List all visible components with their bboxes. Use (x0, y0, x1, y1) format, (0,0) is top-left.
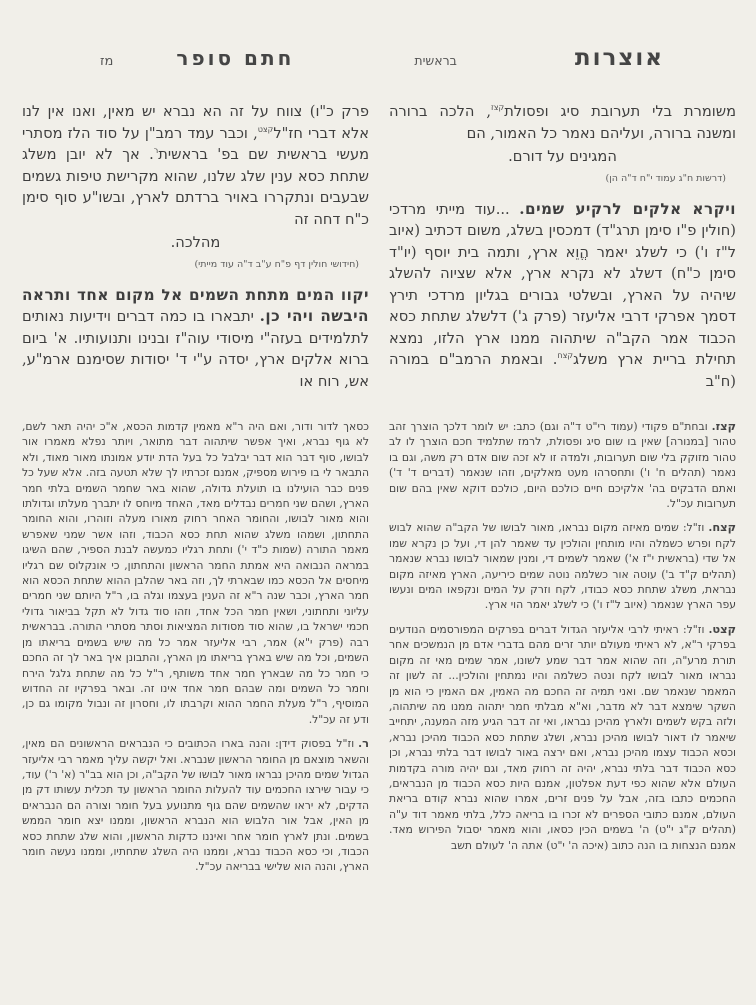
footnotes-section (22, 419, 736, 884)
page-header (22, 44, 736, 71)
footnote-text: ובחת"ם פקודי (עמוד רי"ט ד"ה וגם) כתב: יש לומר דלכך הוצרך זהב טהור [במנורה] שאין בו שום סיג ופסולת, לרמז שתלמיד חכם הוצרך לו לב טהור מזוקק בלי שום תערובות, ולמדה זו לא זכה שום אדם רק משה, וגם בו נאמר (תהלים ח' ו') ותחסרהו מעט מאלקים, וזהו שנאמר (דברים ד' ד') ואתם הדבקים בה' אלקיכם חיים כולכם היום, כולכם דוקא שאין בהם שום תערובות עכ"ל. (389, 420, 736, 511)
parsha-label: בראשית (414, 53, 457, 68)
paragraph-text: , הלכה ברורה ומשנה ברורה, ועליהם נאמר כל האמור, הם (389, 103, 736, 142)
main-text-section (22, 101, 736, 397)
paragraph-opening-verse: יקוו המים מתחת השמים אל מקום אחד ותראה היבשה ויהי כן. (22, 285, 369, 325)
footnote-reference: קצט (257, 124, 274, 134)
footnote-reference: קצח (557, 351, 574, 360)
footnote (389, 419, 736, 511)
footnote-marker: קצח. (708, 520, 736, 535)
footnote (389, 520, 736, 612)
footnote-reference: קצז (491, 103, 505, 112)
footnotes-right-column (389, 419, 736, 884)
paragraph-text: . ובאמת הרמב"ם במורה (ח"ב (389, 351, 736, 390)
footnote-marker: ר. (358, 736, 369, 751)
footnote (389, 622, 736, 853)
main-left-column (22, 101, 369, 397)
main-right-column (389, 101, 736, 397)
paragraph-continuation (389, 101, 736, 144)
paragraph-text: ...עוד מייתי מרדכי (חולין פ"ו סימן תרג"ד) דמכסין בשלג, משום דכתיב (איוב ל"ז ו') כי לשלג יאמר הֱוֵא ארץ, ותמה בית יוסף (יו"ד סימן כ"ח) דשלג לא נקרא ארץ, אלא שציוה להשלג שיהיה על הארץ, ובשלטי גבורים בגליון מרדכי תירץ דסמך אפרקי דרבי אליעזר (פרק ג') דלשלג שתחת כסא הכבוד אמר הקב"ה שיתהוה ממנו ארץ הלזו, נמצא תחילת בריית ארץ משלג (389, 200, 736, 368)
paragraph-opening-verse: ויקרא אלקים לרקיע שמים. (519, 199, 736, 218)
paragraph-last-line: המגינים על דורם. (508, 148, 617, 165)
source-citation: (דרשות ח"ג עמוד י"ח ד"ה הן) (605, 172, 726, 184)
footnote-reference: ר (153, 146, 159, 155)
paragraph-vayikra (389, 199, 736, 393)
source-citation: (חידושי חולין דף פ"ח ע"ב ד"ה עוד מייתי) (194, 258, 359, 270)
paragraph-last-line: מהלכה. (170, 234, 221, 251)
paragraph-text: משומרת בלי תערובת סיג ופסולת (504, 103, 736, 120)
book-title: חתם סופר (176, 46, 295, 70)
footnote-text: וז"ל בפסוק דידן: והנה בארו הכתובים כי הנבראים הראשונים הם מאין, והשאר מוצאם מן החומר הראשון שנברא. ואל יקשה עליך מאמר רבי אליעזר הגדול שמים מהיכן נבראו מאור לבושו של הקב"ה, וכן הוא בב"ר (א' ר') עוד, כי עבור שירצו החכמים עוד להעלות החומר הראשון עד תכלית עשותו דק מן הדקים, לא יראו שהשמים שהם גוף מתנועע בעל חומר וצורה הם הנבראים מן האין, אבל אור הלבוש הוא הנברא הראשון, וממנו יצא חומר הממש בשמים. ונתן לארץ חומר אחר ואיננו כדקות הראשון, והוא שלג שתחת כסא הכבוד, וכי כסא הכבוד נברא, וממנו היה השלג שתחתיו, וממנו נעשה חומר הארץ, והנה הוא שלישי בבריאה עכ"ל. (22, 737, 369, 874)
paragraph-yikavu (22, 285, 369, 393)
paragraph-text: . אך לא יובן משלג שתחת כסא ענין שלג שלנו, שהוא מקרישת טיפות גשמים שבעבים ונתקררו באויר ברדתם לארץ, ובשו"ע סוף סימן כ"ח דחה זה (22, 146, 369, 228)
page-number: מז (100, 54, 114, 69)
paragraph-text: , וכבר עמד רמב"ן על סוד הלז מסתרי מעשי בראשית שם בפ' בראשית (22, 124, 369, 163)
paragraph-text: יתבארו בו כמה דברים וידיעות נאותים לתלמידים בעזה"י מיסודי עוה"ז ובנינו ותנועותיו. א' ביום ברוא אלקים ארץ, יסדה ע"י ד' יסודות שסימנם ארמ"ע, אש, רוח או (22, 308, 369, 390)
footnotes-left-column (22, 419, 369, 884)
footnote (22, 736, 369, 875)
footnote-text: וז"ל: שמים מאיזה מקום נבראו, מאור לבושו של הקב"ה שהוא לבוש לקח ופרש כשמלה והיו מותחין והולכין עד שאמר להן די, ועל כן נקרא שמו אל שדי (בראשית י"ז א') שאמר לשמים די, ומנין שמאור לבושו נברא שנאמר (תהלים ק"ד ב') עוטה אור כשלמה נוטה שמים כיריעה, הארץ מאיזה מקום נבראת, משלג שתחת כסא כבודו, לקח וזרק על המים ונקפאו המים ונעשו עפר הארץ שנאמר (איוב ל"ז ו') כי לשלג יאמר הוי ארץ. (389, 521, 736, 612)
footnote-text: וז"ל: ראיתי לרבי אליעזר הגדול דברים בפרקים המפורסמים הנודעים בפרקי ר"א, לא ראיתי מעולם יותר זרים מהם בדברי אדם מן הנמשכים אחר תורת מרע"ה, וזה שהוא אמר דבר שמע לשונו, אמר שמים מאי זה מקום נבראו מאור לבושו לקח ונטה כשלמה והיו נמתחין והולכין... זה לשון זה המאמר שנאמר שם. ואני תמיה זה החכם מה האמין, אם האמין כי הוא מן השקר שימצא דבר לא מדבר, וא"א מבלתי חמר יתהוה ממנו מה שיתהוה, ולזה בקש לשמים ולארץ מהיכן נבראו, ואי זה דבר הגיע מזה המענה, יתחייב שיאמר לו דאור לבושו מהיכן נברא, ושלג שתחת כסא הכבוד מהיכן נברא, וכסא הכבוד עצמו מהיכן נברא, ואם ירצה באור לבושו דבר בלתי נברא, וכן כסא הכבוד דבר בלתי נברא, יהיה זה רחוק מאד, וגם יהיה מורה בקדמות העולם אלא שהוא כפי דעת אפלטון, אמנם היות כסא הכבוד מן הנבראים, החכמים כתבו בזה, אבל על פנים זרים, אמרו שהוא נברא קודם בריאת העולם, אמנם כתובי הספרים לא זכרו בו בריאה כלל, בלתי מאמר דוד ע"ה (תהלים ק"ג י"ט) ה' בשמים הכין כסאו, והוא מאמר יסבול הפירוש מאד. אמנם הנצחות בו הנה כתוב (איכה ה' י"ט) אתה ה' לעולם תשב (389, 622, 736, 852)
footnote-marker: קצז. (711, 419, 736, 433)
paragraph-continuation (22, 101, 369, 230)
footnote-continuation (22, 419, 369, 727)
footnote-text: כסאך לדור ודור, ואם היה ר"א מאמין קדמות הכסא, א"כ יהיה תאר לשם, לא גוף נברא, ואיך אפשר שיתהוה דבר מתואר, ויותר נפלא מאמרו אור לבושו, סוף דבר הוא דבר יבלבל כל בעל הדת יודע אמונתו מאור מאוד, ולא התבאר לי בו פירוש מספיק, אמנם זכרתיו לך שלא תטעה בזה. אלא שעל כל פנים כבר הועילנו בו תועלת גדולה, שהוא באר שחמר השמים בלתי חמר הארץ, ושהם שני חמרים נבדלים מאד, האחד מיוחס לו יתברך מעלתו וגדולתו והוא מאור לבושו, והחומר האחר רחוק מאורו מעלה וזוהרו, והוא החומר התחתון, ושמהו משלג שהוא תחת כסא הכבוד, וזהו אשר שמני שאפרש מאמר התורה (שמות כ"ד י') ותחת רגליו כמעשה לבנת הספיר, שהם השיגו במראה הנבואה היא אמתת החמר הראשון והתחתון, כי אונקלוס שם רגליו מיחסים אל הכסא כמו שבארתי לך, וזה באר שהלבן ההוא שתחת הכסא הוא חמר הארץ, וכבר שנה ר"א זה הענין בעצמו וגלה בו, ר"ל היותם שני חמרים עליוני ותחתוני, ושאין חמר הכל אחד, וזהו סוד גדול לא תקל בביאור גדולי חכמי ישראל בו, שהוא סוד מסודות המציאות וסתר מסתרי התורה. בבראשית רבה (פרק י"א) אמר, רבי אליעזר אמר כל מה שיש בשמים בריאתו מן השמים, וכל מה שיש בארץ בריאתו מן הארץ, והתבונן איך באר לך זה החכם כי חמר כל מה שבארץ חמר אחד משותף, ר"ל כל מה שתחת גלגל הירח וחמר כל השמים ומה שבהם חמר אחד אינו זה. ובאר בפרקיו זה החדוש המוסיף, ר"ל מעלת החמר ההוא וקרבתו לו, וחסרון זה ונבול מקומו גם כן, ודע זה עכ"ל. (22, 420, 369, 726)
series-title: אוצרות (574, 44, 664, 71)
paragraph-text: פרק כ"ו) צווח על זה הא נברא יש מאין, ואנו אין לנו אלא דברי חז"ל (22, 103, 369, 142)
footnote-marker: קצט. (708, 621, 736, 636)
